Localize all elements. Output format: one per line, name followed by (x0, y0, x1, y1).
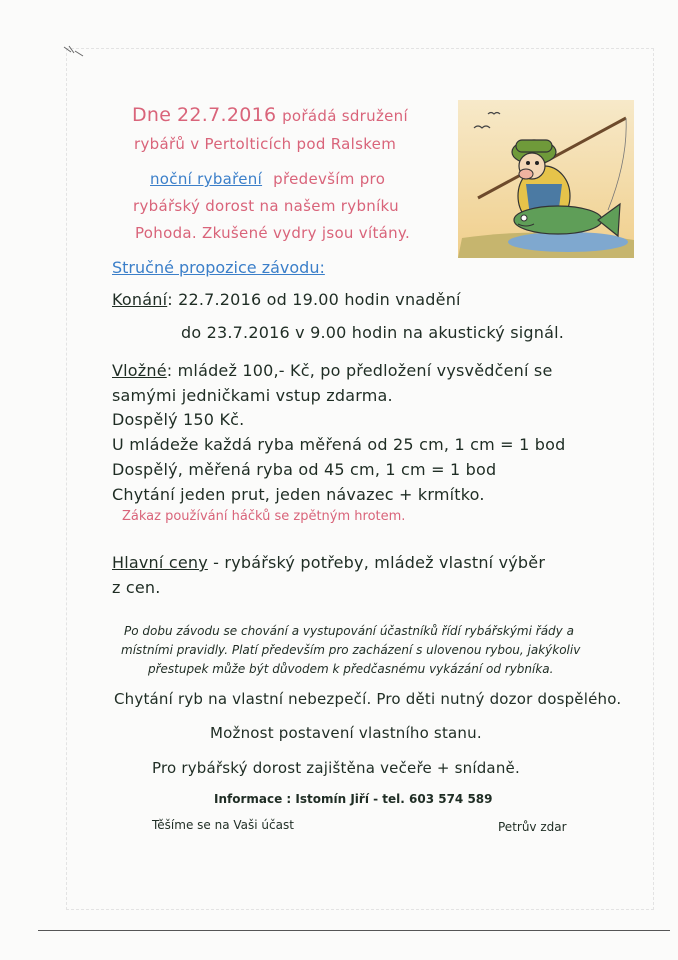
intro-organizes: pořádá sdružení (282, 107, 408, 125)
ceny-line-1 (112, 553, 545, 572)
vlozne-line-1 (112, 361, 553, 380)
intro-line-1 (132, 104, 408, 126)
intro-line-5: Pohoda. Zkušené vydry jsou vítány. (135, 224, 411, 242)
tent-note: Možnost postavení vlastního stanu. (210, 724, 482, 742)
vlozne-line-1-text: : mládež 100,- Kč, po předložení vysvědčení se (166, 361, 553, 380)
vlozne-label: Vložné (112, 361, 167, 380)
rules-line-3: přestupek může být důvodem k předčasnému vykázání od rybníka. (148, 662, 554, 676)
konani-line-1 (112, 290, 461, 309)
dinner-note: Pro rybářský dorost zajištěna večeře + snídaně. (152, 759, 520, 777)
konani-line-2: do 23.7.2016 v 9.00 hodin na akustický signál. (181, 323, 565, 342)
intro-line-2: rybářů v Pertolticích pod Ralskem (134, 135, 397, 153)
vlozne-line-5: Dospělý, měřená ryba od 45 cm, 1 cm = 1 bod (112, 460, 497, 479)
intro-date: 22.7.2016 (176, 104, 277, 126)
contact-info: Informace : Istomín Jiří - tel. 603 574 589 (214, 792, 493, 806)
intro-line-3-rest: především pro (273, 170, 386, 188)
ceny-line-1-text: - rybářský potřeby, mládež vlastní výběr (207, 553, 546, 572)
konani-line-1-text: : 22.7.2016 od 19.00 hodin vnadění (167, 290, 461, 309)
vlozne-line-3: Dospělý 150 Kč. (112, 410, 245, 429)
propozice-heading: Stručné propozice závodu: (112, 258, 325, 277)
konani-label: Konání (112, 290, 168, 309)
night-fishing-label: noční rybaření (150, 170, 263, 188)
rules-line-1: Po dobu závodu se chování a vystupování účastníků řídí rybářskými řády a (124, 624, 574, 638)
bottom-divider (38, 930, 670, 931)
footer-petruv-zdar: Petrův zdar (498, 820, 567, 834)
ceny-line-2: z cen. (112, 578, 161, 597)
ceny-label: Hlavní ceny (112, 553, 208, 572)
danger-note: Chytání ryb na vlastní nebezpečí. Pro děti nutný dozor dospělého. (114, 690, 622, 708)
vlozne-line-2: samými jedničkami vstup zdarma. (112, 386, 393, 405)
hooks-warning: Zákaz používání háčků se zpětným hrotem. (122, 509, 406, 524)
rules-line-2: místními pravidly. Platí především pro zacházení s ulovenou rybou, jakýkoliv (121, 643, 581, 657)
vlozne-line-6: Chytání jeden prut, jeden návazec + krmítko. (112, 485, 485, 504)
intro-line-4: rybářský dorost na našem rybníku (133, 197, 399, 215)
corner-scribble-icon (63, 44, 85, 58)
intro-dne: Dne (132, 104, 172, 126)
fisherman-cartoon-icon (458, 100, 634, 258)
intro-line-3 (150, 170, 385, 188)
footer-greeting: Těšíme se na Vaši účast (152, 818, 294, 832)
vlozne-line-4: U mládeže každá ryba měřená od 25 cm, 1 cm = 1 bod (112, 435, 566, 454)
